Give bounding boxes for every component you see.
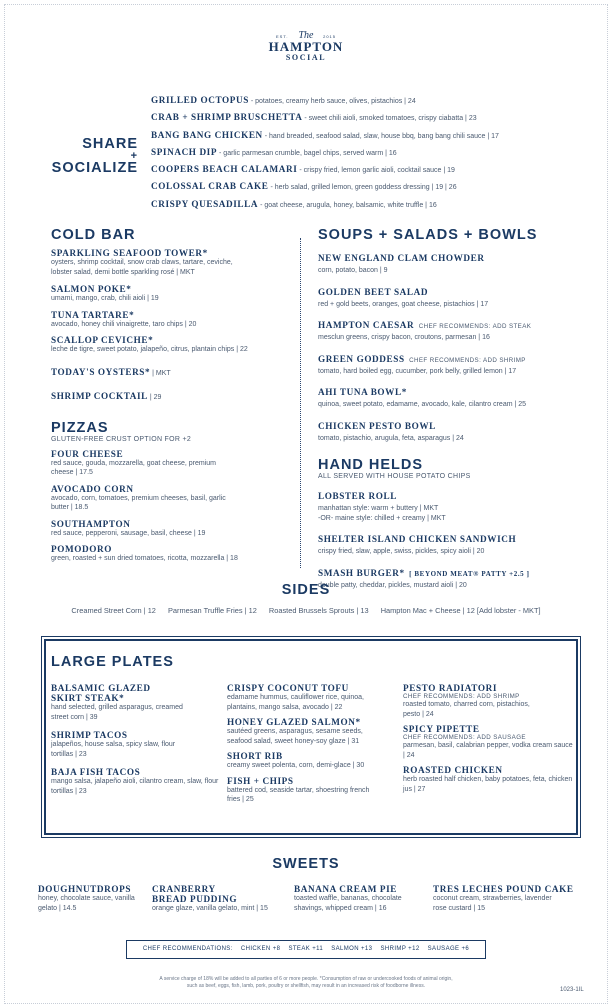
- menu-item: SHELTER ISLAND CHICKEN SANDWICH crispy fried, slaw, apple, swiss, pickles, spicy aioli | 20: [318, 534, 517, 555]
- side-item: Parmesan Truffle Fries | 12: [167, 606, 257, 615]
- menu-item: CRANBERRY BREAD PUDDING orange glaze, vanilla gelato, mint | 15: [152, 884, 268, 912]
- menu-item: BANANA CREAM PIE toasted waffle, bananas, chocolate shavings, whipped cream | 16: [294, 884, 402, 912]
- menu-item: NEW ENGLAND CLAM CHOWDER corn, potato, bacon | 9: [318, 253, 485, 274]
- chef-rec-item: SALMON +13: [331, 946, 373, 952]
- menu-item: SOUTHAMPTON red sauce, pepperoni, sausage, basil, cheese | 19: [51, 518, 206, 537]
- large-plates-col1: [51, 683, 219, 796]
- share-item: COOPERS BEACH CALAMARI - crispy fried, lemon garlic aioli, cocktail sauce | 19: [151, 164, 455, 175]
- footer-disclaimer: [60, 976, 552, 990]
- menu-item: FOUR CHEESE red sauce, gouda, mozzarella, goat cheese, premium cheese | 17.5: [51, 448, 216, 476]
- menu-item: PESTO RADIATORI CHEF RECOMMENDS: ADD SHRIMP roasted tomato, charred corn, pistachios, pesto | 24: [403, 683, 530, 718]
- hand-helds-subtitle: ALL SERVED WITH HOUSE POTATO CHIPS: [318, 473, 471, 480]
- menu-item: LOBSTER ROLL manhattan style: warm + buttery | MKT -OR- maine style: chilled + creamy | MKT: [318, 491, 446, 522]
- menu-item: HAMPTON CAESAR CHEF RECOMMENDS: ADD STEAK mesclun greens, crispy bacon, croutons, parmesan | 16: [318, 320, 532, 341]
- menu-item: SALMON POKE* umami, mango, crab, chili aioli | 19: [51, 284, 159, 302]
- side-item: Creamed Street Corn | 12: [71, 606, 156, 615]
- left-column: [51, 227, 296, 564]
- cold-bar-title: COLD BAR: [51, 227, 136, 243]
- large-plates-col3: [403, 683, 575, 794]
- sides-title: SIDES: [281, 582, 331, 598]
- footer-line1: A service charge of 18% will be added to all parties of 6 or more people. *Consumption of raw or undercooked foods of animal origin,: [159, 976, 453, 982]
- column-divider: [300, 238, 301, 568]
- menu-item: GREEN GODDESS CHEF RECOMMENDS: ADD SHRIMP tomato, hard boiled egg, cucumber, pork belly, grilled lemon | 17: [318, 353, 526, 375]
- menu-item: CHICKEN PESTO BOWL tomato, pistachio, arugula, feta, asparagus | 24: [318, 420, 464, 442]
- right-column: [318, 227, 603, 590]
- share-section-title: [52, 137, 138, 175]
- logo-the: The: [298, 30, 314, 41]
- menu-item: HONEY GLAZED SALMON* sautéed greens, asparagus, sesame seeds, seafood salad, sweet honey-soy glaze | 31: [227, 717, 363, 745]
- logo-social: SOCIAL: [285, 53, 327, 62]
- menu-item: SPICY PIPETTE CHEF RECOMMENDS: ADD SAUSAGE parmesan, basil, calabrian pepper, vodka cream sauce | 24: [403, 724, 573, 759]
- share-item: GRILLED OCTOPUS - potatoes, creamy herb sauce, olives, pistachios | 24: [151, 95, 416, 105]
- menu-item: AHI TUNA BOWL* quinoa, sweet potato, edamame, avocado, kale, cilantro cream | 25: [318, 387, 527, 408]
- large-plates-col2: [227, 683, 397, 805]
- side-item: Hampton Mac + Cheese | 12 [Add lobster - MKT]: [380, 606, 541, 615]
- menu-item: BAJA FISH TACOS mango salsa, jalapeño aioli, cilantro cream, slaw, flour tortillas | 23: [51, 767, 219, 795]
- sweets-title: SWEETS: [272, 856, 340, 872]
- large-plates-title: LARGE PLATES: [51, 654, 174, 670]
- share-list: [151, 90, 591, 211]
- menu-code: 1023-1IL: [560, 987, 584, 993]
- share-item: CRAB + SHRIMP BRUSCHETTA - sweet chili aioli, smoked tomatoes, crispy ciabatta | 23: [151, 112, 477, 123]
- share-item: BANG BANG CHICKEN - hand breaded, seafood salad, slaw, house bbq, bang bang chili sauce | 17: [151, 129, 499, 140]
- menu-item: SHRIMP TACOS jalapeños, house salsa, spicy slaw, flour tortillas | 23: [51, 730, 176, 758]
- chef-rec-item: SAUSAGE +6: [427, 946, 470, 952]
- chef-rec-item: SHRIMP +12: [380, 946, 420, 952]
- share-item: COLOSSAL CRAB CAKE - herb salad, grilled lemon, green goddess dressing | 19 | 26: [151, 181, 457, 192]
- chef-recommendations-box: [126, 940, 486, 959]
- menu-item: GOLDEN BEET SALAD red + gold beets, oranges, goat cheese, pistachios | 17: [318, 286, 489, 308]
- menu-item: TUNA TARTARE* avocado, honey chili vinaigrette, taro chips | 20: [51, 309, 197, 328]
- share-title-plus: +: [130, 150, 138, 162]
- menu-item: SHORT RIB creamy sweet polenta, corn, demi-glace | 30: [227, 751, 365, 769]
- pizzas-subtitle: GLUTEN-FREE CRUST OPTION FOR +2: [51, 435, 192, 443]
- sides-list: [0, 606, 612, 615]
- share-title-line1: SHARE: [82, 136, 138, 152]
- menu-item: BALSAMIC GLAZED SKIRT STEAK* hand selected, grilled asparagus, creamed street corn | 39: [51, 683, 183, 721]
- share-title-line2: SOCIALIZE: [51, 160, 138, 176]
- menu-item: DOUGHNUTDROPS honey, chocolate sauce, vanilla gelato | 14.5: [38, 884, 135, 912]
- hand-helds-title: HAND HELDS: [318, 457, 424, 473]
- share-item: CRISPY QUESADILLA - goat cheese, arugula, honey, balsamic, white truffle | 16: [151, 198, 437, 209]
- menu-item: CRISPY COCONUT TOFU edamame hummus, cauliflower rice, quinoa, plantains, mango salsa, avocado | 22: [227, 683, 364, 711]
- logo-year: 2015: [323, 34, 336, 39]
- share-item: SPINACH DIP - garlic parmesan crumble, bagel chips, served warm | 16: [151, 146, 397, 157]
- menu-item: SHRIMP COCKTAIL | 29: [51, 390, 162, 401]
- menu-item: SMASH BURGER* [ BEYOND MEAT® PATTY +2.5 ] double patty, cheddar, pickles, mustard aioli | 20: [318, 567, 530, 589]
- menu-item: FISH + CHIPS battered cod, seaside tartar, shoestring french fries | 25: [227, 775, 370, 803]
- menu-item: AVOCADO CORN avocado, corn, tomatoes, premium cheeses, basil, garlic butter | 18.5: [51, 483, 226, 511]
- footer-line2: such as beef, eggs, fish, lamb, pork, poultry or shellfish, may result in an increased risk of foodborne illness.: [186, 983, 426, 989]
- menu-item: POMODORO green, roasted + sun dried tomatoes, ricotta, mozzarella | 18: [51, 544, 238, 562]
- menu-item: TODAY'S OYSTERS* | MKT: [51, 366, 171, 377]
- restaurant-logo: [0, 30, 612, 63]
- menu-item: ROASTED CHICKEN herb roasted half chicken, baby potatoes, feta, chicken jus | 27: [403, 765, 573, 793]
- pizzas-title: PIZZAS: [51, 419, 109, 436]
- menu-item: TRES LECHES POUND CAKE coconut cream, strawberries, lavender rose custard | 15: [433, 884, 574, 912]
- menu-item: SCALLOP CEVICHE* leche de tigre, sweet potato, jalapeño, citrus, plantain chips | 22: [51, 335, 248, 353]
- logo-hampton: HAMPTON: [268, 39, 344, 54]
- chef-rec-item: STEAK +11: [288, 946, 324, 952]
- menu-item: SPARKLING SEAFOOD TOWER* oysters, shrimp cocktail, snow crab claws, tartare, ceviche, lobster salad, demi bottle sparkling rosé | MKT: [51, 248, 233, 276]
- side-item: Roasted Brussels Sprouts | 13: [268, 606, 369, 615]
- soups-title: SOUPS + SALADS + BOWLS: [318, 227, 538, 243]
- chef-recs-label: CHEF RECOMMENDATIONS:: [142, 946, 233, 952]
- chef-rec-item: CHICKEN +8: [240, 946, 281, 952]
- logo-est: EST.: [276, 34, 289, 39]
